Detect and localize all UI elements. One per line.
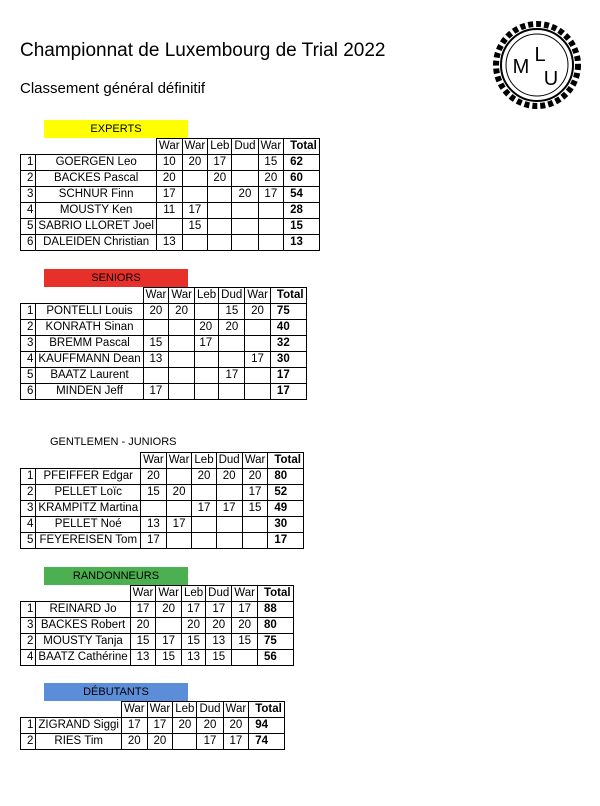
score-cell bbox=[258, 219, 284, 235]
column-header-event: Leb bbox=[181, 586, 205, 602]
total-cell: 75 bbox=[270, 304, 306, 320]
header-row bbox=[21, 702, 285, 718]
score-cell: 15 bbox=[206, 650, 232, 666]
score-cell: 17 bbox=[258, 187, 284, 203]
rank-cell: 3 bbox=[21, 336, 36, 352]
rider-name-cell: BAATZ Laurent bbox=[36, 368, 143, 384]
score-cell: 20 bbox=[182, 155, 208, 171]
rank-cell: 3 bbox=[21, 618, 36, 634]
logo-letter-u: U bbox=[543, 68, 559, 90]
rank-cell: 2 bbox=[21, 734, 36, 750]
score-cell: 11 bbox=[156, 203, 182, 219]
rank-cell: 6 bbox=[21, 235, 36, 251]
score-cell: 17 bbox=[141, 533, 167, 549]
total-cell: 60 bbox=[284, 171, 320, 187]
score-cell bbox=[232, 219, 258, 235]
score-cell bbox=[194, 304, 218, 320]
column-header-total: Total bbox=[268, 453, 304, 469]
column-header-event: War bbox=[130, 586, 156, 602]
score-cell bbox=[169, 352, 195, 368]
table-row bbox=[21, 469, 304, 485]
score-cell: 20 bbox=[242, 469, 268, 485]
score-cell: 15 bbox=[143, 336, 169, 352]
total-cell: 28 bbox=[284, 203, 320, 219]
score-cell bbox=[232, 650, 258, 666]
rider-name-cell: REINARD Jo bbox=[36, 602, 130, 618]
score-cell: 15 bbox=[232, 634, 258, 650]
rider-name-cell: BREMM Pascal bbox=[36, 336, 143, 352]
rank-cell: 2 bbox=[21, 320, 36, 336]
table-row bbox=[21, 602, 294, 618]
rank-cell: 5 bbox=[21, 219, 36, 235]
category-label-experts: EXPERTS bbox=[44, 120, 188, 138]
table-row bbox=[21, 618, 294, 634]
results-table-randonneurs bbox=[20, 585, 294, 666]
rank-cell: 1 bbox=[21, 718, 36, 734]
score-cell: 20 bbox=[166, 485, 192, 501]
score-cell: 13 bbox=[130, 650, 156, 666]
column-header-total: Total bbox=[249, 702, 285, 718]
column-header-event: Dud bbox=[216, 453, 242, 469]
total-cell: 17 bbox=[270, 368, 306, 384]
score-cell: 20 bbox=[197, 718, 223, 734]
total-cell: 52 bbox=[268, 485, 304, 501]
score-cell: 15 bbox=[219, 304, 245, 320]
score-cell bbox=[242, 533, 268, 549]
mlu-logo bbox=[493, 21, 581, 109]
score-cell: 20 bbox=[219, 320, 245, 336]
table-row bbox=[21, 171, 320, 187]
rider-name-cell: BACKES Pascal bbox=[36, 171, 156, 187]
column-header-event: War bbox=[141, 453, 167, 469]
score-cell: 17 bbox=[223, 734, 249, 750]
header-empty bbox=[36, 702, 122, 718]
score-cell: 17 bbox=[242, 485, 268, 501]
header-row bbox=[21, 586, 294, 602]
rider-name-cell: FEYEREISEN Tom bbox=[36, 533, 141, 549]
score-cell: 20 bbox=[181, 618, 205, 634]
score-cell: 17 bbox=[194, 336, 218, 352]
column-header-event: War bbox=[156, 586, 182, 602]
header-empty bbox=[36, 139, 156, 155]
score-cell bbox=[143, 368, 169, 384]
table-row bbox=[21, 235, 320, 251]
score-cell: 20 bbox=[223, 718, 249, 734]
total-cell: 94 bbox=[249, 718, 285, 734]
rider-name-cell: BACKES Robert bbox=[36, 618, 130, 634]
rider-name-cell: PONTELLI Louis bbox=[36, 304, 143, 320]
total-cell: 40 bbox=[270, 320, 306, 336]
score-cell: 20 bbox=[232, 187, 258, 203]
score-cell: 13 bbox=[141, 517, 167, 533]
score-cell: 20 bbox=[169, 304, 195, 320]
score-cell: 17 bbox=[232, 602, 258, 618]
column-header-event: Dud bbox=[232, 139, 258, 155]
rank-cell: 4 bbox=[21, 517, 36, 533]
total-cell: 17 bbox=[268, 533, 304, 549]
results-table-debutants bbox=[20, 701, 285, 750]
score-cell bbox=[166, 533, 192, 549]
score-cell: 20 bbox=[147, 734, 173, 750]
score-cell bbox=[208, 203, 232, 219]
header-empty bbox=[21, 139, 36, 155]
score-cell: 17 bbox=[156, 187, 182, 203]
rank-cell: 1 bbox=[21, 304, 36, 320]
rider-name-cell: SABRIO LLORET Joel bbox=[36, 219, 156, 235]
score-cell bbox=[216, 485, 242, 501]
score-cell: 15 bbox=[258, 155, 284, 171]
score-cell bbox=[194, 368, 218, 384]
table-row bbox=[21, 485, 304, 501]
column-header-event: War bbox=[121, 702, 147, 718]
column-header-event: War bbox=[258, 139, 284, 155]
column-header-event: War bbox=[242, 453, 268, 469]
header-empty bbox=[21, 702, 36, 718]
rider-name-cell: KRAMPITZ Martina bbox=[36, 501, 141, 517]
rank-cell: 3 bbox=[21, 501, 36, 517]
column-header-event: Leb bbox=[208, 139, 232, 155]
score-cell bbox=[141, 501, 167, 517]
score-cell bbox=[245, 384, 271, 400]
rank-cell: 4 bbox=[21, 650, 36, 666]
table-row bbox=[21, 533, 304, 549]
score-cell: 17 bbox=[130, 602, 156, 618]
page-subtitle: Classement général définitif bbox=[20, 80, 206, 97]
score-cell: 20 bbox=[141, 469, 167, 485]
score-cell bbox=[194, 352, 218, 368]
rank-cell: 1 bbox=[21, 155, 36, 171]
score-cell bbox=[245, 336, 271, 352]
rider-name-cell: KONRATH Sinan bbox=[36, 320, 143, 336]
table-row bbox=[21, 336, 307, 352]
score-cell bbox=[143, 320, 169, 336]
table-row bbox=[21, 320, 307, 336]
table-row bbox=[21, 352, 307, 368]
header-empty bbox=[21, 586, 36, 602]
score-cell: 15 bbox=[181, 634, 205, 650]
score-cell: 17 bbox=[216, 501, 242, 517]
rider-name-cell: RIES Tim bbox=[36, 734, 122, 750]
table-row bbox=[21, 718, 285, 734]
score-cell bbox=[182, 171, 208, 187]
total-cell: 32 bbox=[270, 336, 306, 352]
score-cell bbox=[216, 533, 242, 549]
rank-cell: 2 bbox=[21, 485, 36, 501]
score-cell: 20 bbox=[258, 171, 284, 187]
score-cell: 17 bbox=[156, 634, 182, 650]
total-cell: 17 bbox=[270, 384, 306, 400]
category-label-debutants: DÉBUTANTS bbox=[44, 683, 188, 701]
category-label-randonneurs: RANDONNEURS bbox=[44, 567, 188, 585]
table-row bbox=[21, 155, 320, 171]
rider-name-cell: MOUSTY Ken bbox=[36, 203, 156, 219]
rider-name-cell: MINDEN Jeff bbox=[36, 384, 143, 400]
score-cell: 20 bbox=[194, 320, 218, 336]
score-cell: 20 bbox=[130, 618, 156, 634]
table-row bbox=[21, 517, 304, 533]
table-row bbox=[21, 219, 320, 235]
score-cell bbox=[208, 235, 232, 251]
column-header-event: Dud bbox=[219, 288, 245, 304]
score-cell bbox=[216, 517, 242, 533]
score-cell: 17 bbox=[166, 517, 192, 533]
column-header-event: War bbox=[147, 702, 173, 718]
score-cell bbox=[258, 203, 284, 219]
table-row bbox=[21, 187, 320, 203]
header-empty bbox=[21, 453, 36, 469]
score-cell: 13 bbox=[206, 634, 232, 650]
score-cell: 20 bbox=[143, 304, 169, 320]
score-cell: 20 bbox=[245, 304, 271, 320]
score-cell bbox=[232, 203, 258, 219]
score-cell bbox=[208, 187, 232, 203]
score-cell: 17 bbox=[181, 602, 205, 618]
rider-name-cell: PELLET Loïc bbox=[36, 485, 141, 501]
column-header-event: Leb bbox=[173, 702, 197, 718]
score-cell: 15 bbox=[141, 485, 167, 501]
score-cell bbox=[232, 235, 258, 251]
score-cell bbox=[182, 235, 208, 251]
total-cell: 54 bbox=[284, 187, 320, 203]
score-cell bbox=[192, 517, 216, 533]
header-row bbox=[21, 139, 320, 155]
table-row bbox=[21, 304, 307, 320]
score-cell bbox=[169, 368, 195, 384]
rank-cell: 2 bbox=[21, 171, 36, 187]
logo-letter-m: M bbox=[512, 56, 530, 78]
score-cell: 17 bbox=[121, 718, 147, 734]
score-cell bbox=[219, 352, 245, 368]
rank-cell: 2 bbox=[21, 634, 36, 650]
score-cell: 15 bbox=[130, 634, 156, 650]
column-header-total: Total bbox=[284, 139, 320, 155]
total-cell: 75 bbox=[257, 634, 293, 650]
logo-letter-l: L bbox=[534, 44, 546, 66]
header-empty bbox=[36, 288, 143, 304]
column-header-event: War bbox=[182, 139, 208, 155]
score-cell bbox=[219, 384, 245, 400]
header-row bbox=[21, 288, 307, 304]
score-cell: 20 bbox=[232, 618, 258, 634]
score-cell: 13 bbox=[143, 352, 169, 368]
column-header-event: Leb bbox=[192, 453, 216, 469]
rank-cell: 6 bbox=[21, 384, 36, 400]
rider-name-cell: KAUFFMANN Dean bbox=[36, 352, 143, 368]
total-cell: 80 bbox=[268, 469, 304, 485]
table-row bbox=[21, 501, 304, 517]
column-header-event: War bbox=[245, 288, 271, 304]
rider-name-cell: BAATZ Cathérine bbox=[36, 650, 130, 666]
score-cell: 17 bbox=[182, 203, 208, 219]
rank-cell: 3 bbox=[21, 187, 36, 203]
rider-name-cell: MOUSTY Tanja bbox=[36, 634, 130, 650]
total-cell: 15 bbox=[284, 219, 320, 235]
rider-name-cell: PELLET Noé bbox=[36, 517, 141, 533]
column-header-event: War bbox=[169, 288, 195, 304]
column-header-event: War bbox=[143, 288, 169, 304]
column-header-total: Total bbox=[270, 288, 306, 304]
score-cell bbox=[169, 320, 195, 336]
column-header-event: War bbox=[156, 139, 182, 155]
score-cell: 20 bbox=[216, 469, 242, 485]
score-cell: 15 bbox=[182, 219, 208, 235]
rank-cell: 4 bbox=[21, 352, 36, 368]
score-cell bbox=[242, 517, 268, 533]
score-cell: 17 bbox=[208, 155, 232, 171]
results-table-seniors bbox=[20, 287, 307, 400]
total-cell: 74 bbox=[249, 734, 285, 750]
score-cell: 17 bbox=[197, 734, 223, 750]
column-header-event: Leb bbox=[194, 288, 218, 304]
score-cell: 17 bbox=[219, 368, 245, 384]
score-cell bbox=[156, 219, 182, 235]
score-cell bbox=[245, 320, 271, 336]
score-cell bbox=[194, 384, 218, 400]
total-cell: 49 bbox=[268, 501, 304, 517]
score-cell: 17 bbox=[192, 501, 216, 517]
score-cell: 20 bbox=[192, 469, 216, 485]
score-cell bbox=[169, 336, 195, 352]
category-label-seniors: SENIORS bbox=[44, 269, 188, 287]
column-header-event: War bbox=[223, 702, 249, 718]
score-cell: 20 bbox=[208, 171, 232, 187]
rank-cell: 5 bbox=[21, 533, 36, 549]
score-cell bbox=[173, 734, 197, 750]
score-cell: 17 bbox=[206, 602, 232, 618]
column-header-event: Dud bbox=[197, 702, 223, 718]
score-cell: 17 bbox=[245, 352, 271, 368]
column-header-total: Total bbox=[257, 586, 293, 602]
total-cell: 56 bbox=[257, 650, 293, 666]
table-row bbox=[21, 734, 285, 750]
rider-name-cell: PFEIFFER Edgar bbox=[36, 469, 141, 485]
table-row bbox=[21, 634, 294, 650]
rider-name-cell: SCHNUR Finn bbox=[36, 187, 156, 203]
score-cell: 20 bbox=[206, 618, 232, 634]
score-cell bbox=[156, 618, 182, 634]
header-empty bbox=[36, 586, 130, 602]
column-header-event: War bbox=[166, 453, 192, 469]
score-cell: 17 bbox=[147, 718, 173, 734]
category-label-gentlemen-juniors: GENTLEMEN - JUNIORS bbox=[50, 436, 177, 448]
rank-cell: 1 bbox=[21, 602, 36, 618]
score-cell: 20 bbox=[156, 171, 182, 187]
rank-cell: 4 bbox=[21, 203, 36, 219]
total-cell: 62 bbox=[284, 155, 320, 171]
rank-cell: 5 bbox=[21, 368, 36, 384]
score-cell: 20 bbox=[156, 602, 182, 618]
rank-cell: 1 bbox=[21, 469, 36, 485]
score-cell bbox=[192, 533, 216, 549]
total-cell: 30 bbox=[268, 517, 304, 533]
table-row bbox=[21, 384, 307, 400]
score-cell bbox=[219, 336, 245, 352]
score-cell bbox=[258, 235, 284, 251]
score-cell bbox=[208, 219, 232, 235]
table-row bbox=[21, 203, 320, 219]
score-cell bbox=[182, 187, 208, 203]
table-row bbox=[21, 368, 307, 384]
score-cell: 15 bbox=[156, 650, 182, 666]
score-cell bbox=[232, 171, 258, 187]
total-cell: 80 bbox=[257, 618, 293, 634]
score-cell bbox=[245, 368, 271, 384]
score-cell: 13 bbox=[156, 235, 182, 251]
total-cell: 88 bbox=[257, 602, 293, 618]
table-row bbox=[21, 650, 294, 666]
results-table-gentlemen-juniors bbox=[20, 452, 304, 549]
score-cell: 20 bbox=[173, 718, 197, 734]
score-cell: 20 bbox=[121, 734, 147, 750]
score-cell: 15 bbox=[242, 501, 268, 517]
score-cell bbox=[166, 469, 192, 485]
score-cell: 10 bbox=[156, 155, 182, 171]
header-empty bbox=[36, 453, 141, 469]
results-table-experts bbox=[20, 138, 320, 251]
rider-name-cell: GOERGEN Leo bbox=[36, 155, 156, 171]
header-row bbox=[21, 453, 304, 469]
score-cell: 17 bbox=[143, 384, 169, 400]
score-cell bbox=[232, 155, 258, 171]
total-cell: 13 bbox=[284, 235, 320, 251]
rider-name-cell: ZIGRAND Siggi bbox=[36, 718, 122, 734]
column-header-event: War bbox=[232, 586, 258, 602]
column-header-event: Dud bbox=[206, 586, 232, 602]
score-cell bbox=[192, 485, 216, 501]
total-cell: 30 bbox=[270, 352, 306, 368]
score-cell bbox=[169, 384, 195, 400]
page-title: Championnat de Luxembourg de Trial 2022 bbox=[20, 40, 386, 61]
score-cell bbox=[166, 501, 192, 517]
rider-name-cell: DALEIDEN Christian bbox=[36, 235, 156, 251]
header-empty bbox=[21, 288, 36, 304]
score-cell: 13 bbox=[181, 650, 205, 666]
